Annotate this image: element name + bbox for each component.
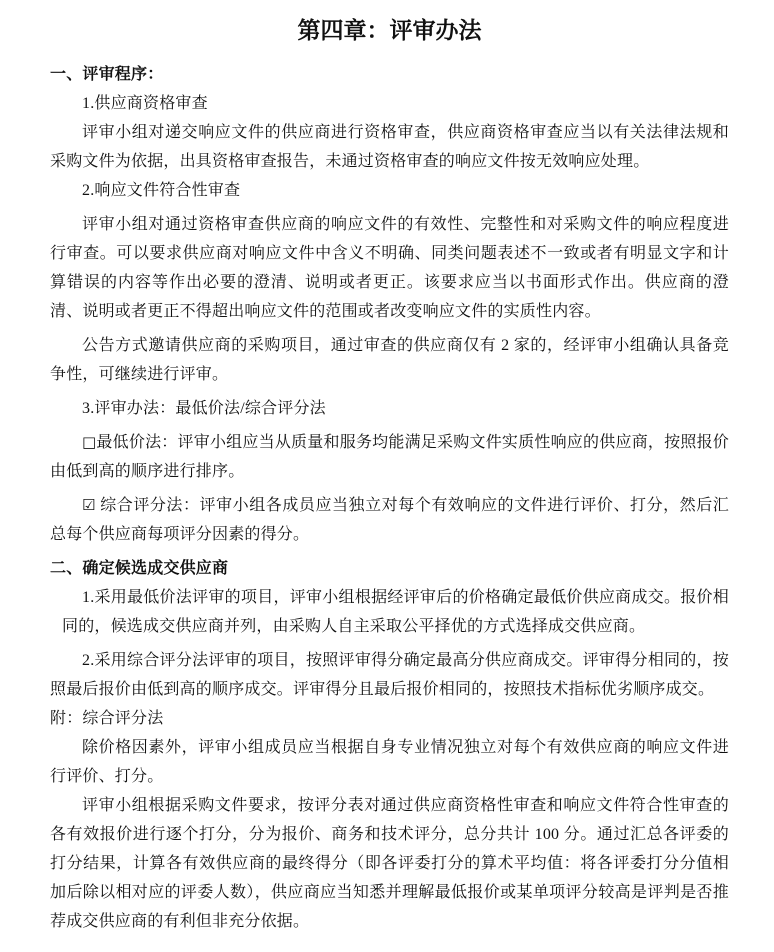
chapter-title: 第四章：评审办法 xyxy=(297,18,482,43)
para-qualification-detail: 评审小组对递交响应文件的供应商进行资格审查，供应商资格审查应当以有关法律法规和采购文件为依据，出具资格审查报告，未通过资格审查的响应文件按无效响应处理。 xyxy=(50,124,729,170)
para-lowest-price-method xyxy=(50,428,729,486)
comprehensive-scoring-method-text: 综合评分法：评审小组各成员应当独立对每个有效响应的文件进行评价、打分，然后汇总每个供应商每项评分因素的得分。 xyxy=(50,497,729,543)
para-comprehensive-award: 2.采用综合评分法评审的项目，按照评审得分确定最高分供应商成交。评审得分相同的，按照最后报价由低到高的顺序成交。评审得分且最后报价相同的，按照技术指标优劣顺序成交。 xyxy=(50,652,729,698)
lowest-price-method-text: 最低价法：评审小组应当从质量和服务均能满足采购文件实质性响应的供应商，按照报价由低到高的顺序进行排序。 xyxy=(50,434,729,480)
para-announcement-invite: 公告方式邀请供应商的采购项目，通过审查的供应商仅有 2 家的，经评审小组确认具备竞争性，可继续进行评审。 xyxy=(50,337,729,383)
para-conformity-title: 2.响应文件符合性审查 xyxy=(82,182,241,199)
section-heading-candidate-supplier: 二、确定候选成交供应商 xyxy=(50,560,229,577)
para-supplier-qualification-title: 1.供应商资格审查 xyxy=(82,95,208,112)
para-conformity-detail: 评审小组对通过资格审查供应商的响应文件的有效性、完整性和对采购文件的响应程度进行审查。可以要求供应商对响应文件中含义不明确、同类问题表述不一致或者有明显文字和计算错误的内容等作出必要的澄清、说明或者更正。该要求应当以书面形式作出。供应商的澄清、说明或者更正不得超出响应文件的范围或者改变响应文件的实质性内容。 xyxy=(50,216,729,320)
para-review-method-title: 3.评审办法：最低价法/综合评分法 xyxy=(82,400,326,417)
para-comprehensive-scoring-method xyxy=(50,491,729,549)
para-lowest-price-award: 1.采用最低价法评审的项目，评审小组根据经评审后的价格确定最低价供应商成交。报价相同的，候选成交供应商并列，由采购人自主采取公平择优的方式选择成交供应商。 xyxy=(62,589,729,635)
unchecked-checkbox-icon: □ xyxy=(82,433,97,451)
para-scoring-independent: 除价格因素外，评审小组成员应当根据自身专业情况独立对每个有效供应商的响应文件进行评价、打分。 xyxy=(50,739,729,785)
section-heading-review-procedure: 一、评审程序： xyxy=(50,66,164,83)
para-scoring-detail: 评审小组根据采购文件要求，按评分表对通过供应商资格性审查和响应文件符合性审查的各有效报价进行逐个打分，分为报价、商务和技术评分，总分共计 100 分。通过汇总各评委的打分结果，计算各有效供应商的最终得分（即各评委打分的算术平均值：将各评委打分分值相加后除以相对应的评委人数），供应商应当知悉并理解最低报价或某单项评分较高是评判是否推荐成交供应商的有利但非充分依据。 xyxy=(50,797,729,930)
attachment-heading: 附：综合评分法 xyxy=(50,710,164,727)
checked-checkbox-icon: ☑ xyxy=(82,496,96,514)
